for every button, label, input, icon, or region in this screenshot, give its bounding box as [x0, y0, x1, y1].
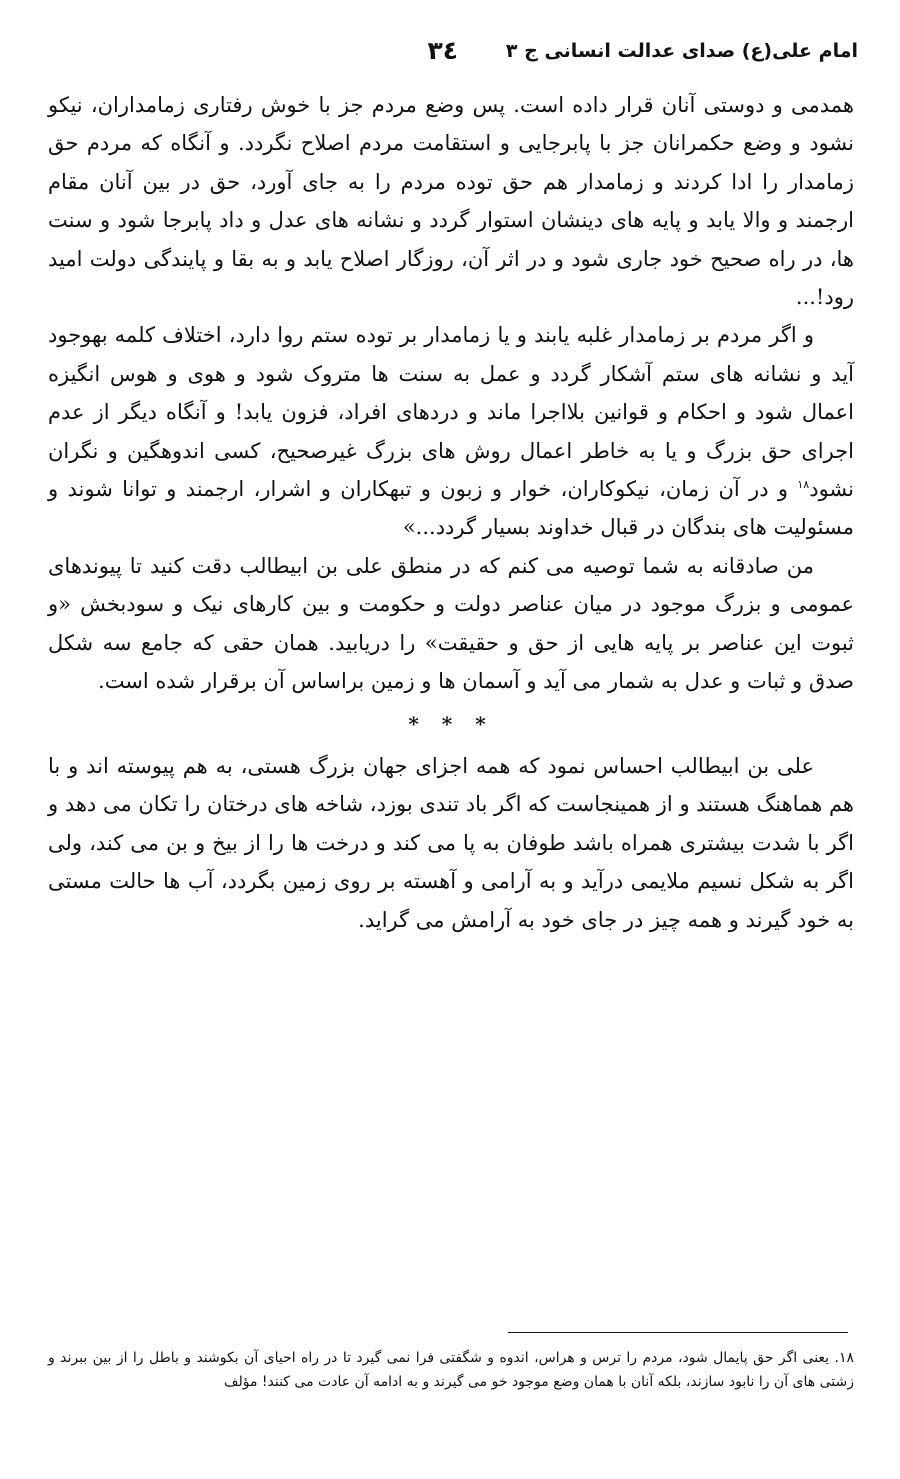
footnote: [48, 1346, 854, 1394]
paragraph-2: [48, 316, 854, 546]
running-head: [40, 36, 858, 70]
page-number: ٣٤: [427, 36, 458, 65]
paragraph-2-part-a: و اگر مردم بر زمامدار غلبه یابند و یا زمامدار بر توده ستم روا دارد، اختلاف کلمه بهوجود آید و نشانه های ستم آشکار گردد و عمل به سنت ها متروک شود و هوی و هوس انگیزه اعمال شود و احکام و قوانین بلااجرا ماند و دردهای افراد، فزون یابد! و آنگاه دیگر از عدم اجرای حق بزرگ و یا به خاطر اعمال روش های بزرگ غیرصحیح، کسی اندوهگین و نگران نشود: [48, 323, 854, 502]
paragraph-2-part-b: و در آن زمان، نیکوکاران، خوار و زبون و تبهکاران و اشرار، ارجمند و توانا شوند و مسئولیت های بندگان در قبال خداوند بسیار گردد...»: [48, 477, 854, 540]
running-head-title: امام علی(ع) صدای عدالت انسانی ج ٣: [505, 40, 858, 62]
paragraph-3: من صادقانه به شما توصیه می کنم که در منطق علی بن ابیطالب دقت کنید تا پیوندهای عمومی و بزرگ موجود در میان عناصر دولت و حکومت و بین کارهای نیک و سودبخش «و ثبوت این عناصر بر پایه هایی از حق و حقیقت» را دریابید. همان حقی که جامع سه شکل صدق و ثبات و عدل به شمار می آید و آسمان ها و زمین براساس آن برقرار شده است.: [48, 553, 854, 694]
paragraph-4: علی بن ابیطالب احساس نمود که همه اجزای جهان بزرگ هستی، به هم پیوسته اند و با هم هماهنگ هستند و از همینجاست که اگر باد تندی بوزد، شاخه های درختان را تکان می دهد و اگر با شدت بیشتری همراه باشد طوفان به پا می کند و درخت ها را از بیخ و بن می کند، ولی اگر به شکل نسیم ملایمی درآید و به آرامی و آهسته بر روی زمین بگردد، آب ها حالت مستی به خود گیرند و همه چیز در جای خود به آرامش می گراید.: [48, 753, 854, 932]
main-text: [48, 86, 854, 939]
footnote-text: ١٨. یعنی اگر حق پایمال شود، مردم را ترس و هراس، اندوه و شگفتی فرا نمی گیرد تا در راه احیای آن بکوشند و باطل را از بین ببرند و زشتی های آن را نابود سازند، بلکه آنان با همان وضع موجود خو می گیرند و به ادامه آن عادت می کنند! مؤلف: [48, 1350, 854, 1390]
footnote-rule: [508, 1332, 848, 1333]
footnote-reference: ١٨: [797, 478, 810, 492]
paragraph-1: همدمی و دوستی آنان قرار داده است. پس وضع مردم جز با خوش رفتاری زمامداران، نیکو نشود و وضع حکمرانان جز با پابرجایی و استقامت مردم اصلاح نگردد. و آنگاه که مردم حق زمامدار را ادا کردند و زمامدار هم حق توده مردم را به جای آورد، حق در بین آنان مقام ارجمند و والا یابد و پایه های دینشان استوار گردد و نشانه های عدل و داد پابرجا شود و سنت ها، در راه صحیح خود جاری شود و در اثر آن، روزگار اصلاح یابد و به بقا و پایندگی دولت امید رود!...: [48, 93, 854, 310]
section-divider: * * *: [408, 711, 494, 736]
